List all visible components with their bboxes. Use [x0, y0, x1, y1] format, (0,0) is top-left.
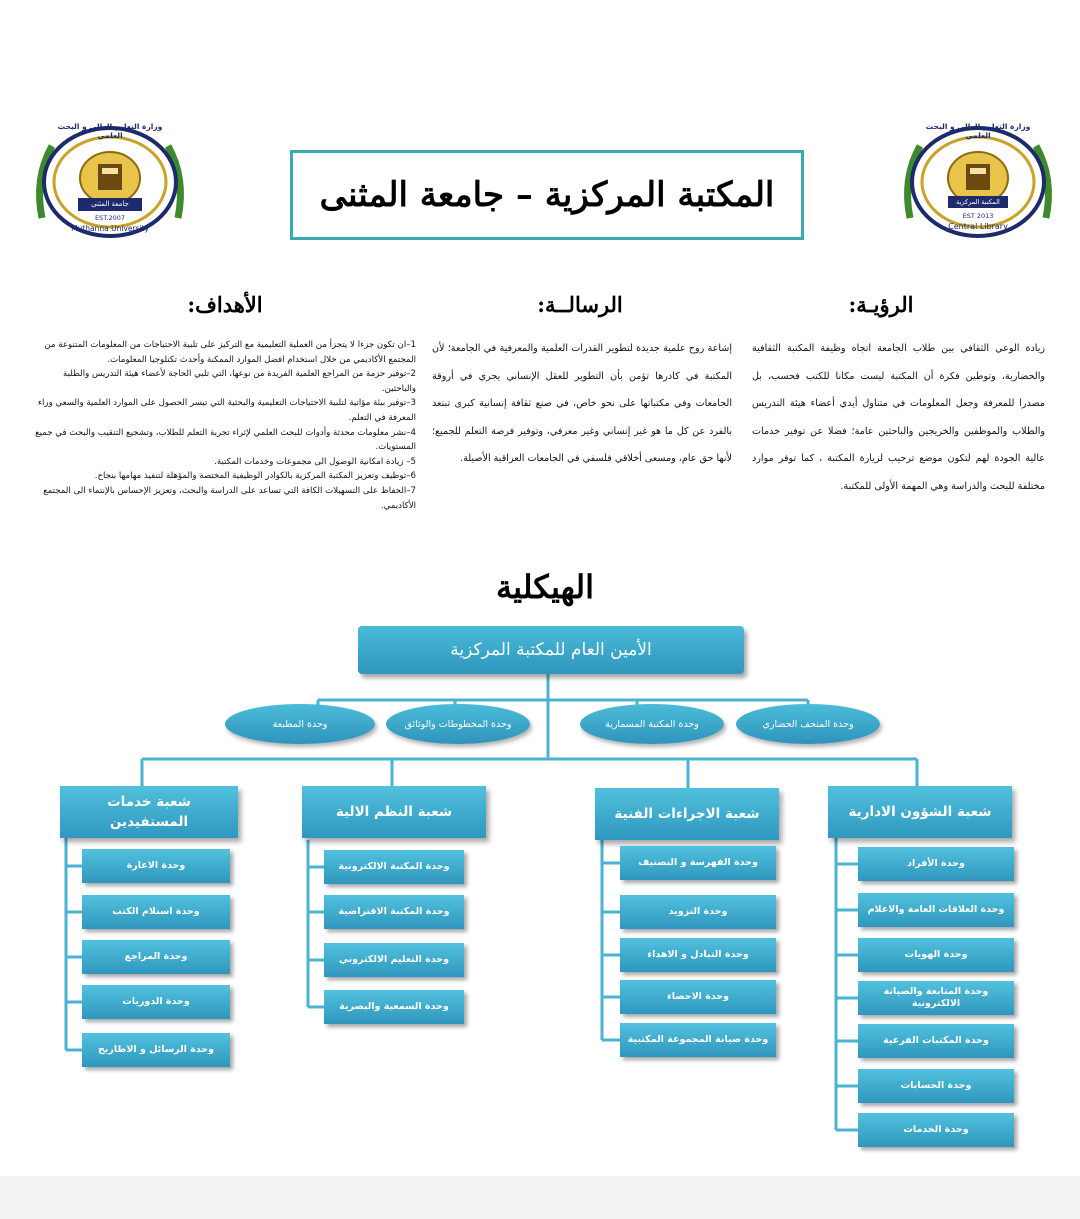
mission-text: إشاعة روح علمية جديدة لتطوير القدرات العلمية والمعرفية في الجامعة؛ لأن المكتبة في كادرها تؤمن بأن التطوير للعقل الإنساني يجري في أروقة الجامعات وفي مكتباتها على نحو خاص، في صنع ثقافة إنسانية كبرى تبتعد بالفرد عن كل ما هو غير إنساني وغير معرفي، وتوفير فرصة التعلم للجميع؛ لأنها حق عام، ومسعى أخلاقي فلسفي في الجامعات العراقية الأصيلة. [432, 343, 732, 464]
org-unit: وحدة الاعارة [82, 849, 230, 883]
org-unit: وحدة استلام الكتب [82, 895, 230, 929]
logo-top-text: وزارة التعليم العالي و البحث العلمي [925, 122, 1031, 140]
org-unit: وحدة المتابعة والصيانة الالكترونية [858, 981, 1014, 1015]
org-direct-unit: وحدة المخطوطات والوثائق [386, 704, 530, 744]
mission-heading: الرسالــة: [537, 292, 623, 317]
logo-top-text: وزارة التعليم العالي و البحث العلمي [57, 122, 163, 140]
vision-heading: الرؤيـة: [848, 292, 914, 317]
org-branch-technical: شعبة الاجراءات الفنية [595, 788, 779, 840]
org-unit: وحدة المكتبة الافتراضية [324, 895, 464, 929]
bottom-margin [0, 1176, 1080, 1219]
org-unit: وحدة الفهرسة و التصنيف [620, 846, 776, 880]
org-unit: وحدة المكتبات الفرعية [858, 1024, 1014, 1058]
goal-item: 4–نشر معلومات محدثة وأدوات للبحث العلمي لإثراء تجربة التعلم للطلاب، وتشجيع التنقيب والبحث في جميع المستويات. [35, 427, 416, 453]
muthanna-university-logo [30, 118, 190, 246]
structure-heading: الهيكلية [495, 568, 595, 606]
goal-item: 5– زيادة امكانية الوصول الى مجموعات وخدمات المكتبة. [214, 456, 416, 467]
goals-list [30, 338, 416, 513]
vision-text: زيادة الوعي الثقافي بين طلاب الجامعة اتجاه وظيفة المكتبة الثقافية والحضارية، وتوطين فكرة أن المكتبة ليست مكانا للكتب فحسب، بل مصدرا للمعرفة وجعل المعلومات في متناول أيدي أعضاء هيئة التدريس والطلاب والموظفين والخريجين والباحثين عامة؛ فضلا عن توفير خدمات عالية الجودة لهم لتكون موضع ترحيب لزيارة المكتبة ، كما توفر موارد مختلفة للبحث والدراسة وهي المهمة الأولى للمكتبة. [752, 343, 1045, 492]
org-unit: وحدة العلاقات العامة والاعلام [858, 893, 1014, 927]
logo-bottom-text: Central Library [948, 222, 1008, 231]
goal-item: 6–توظيف وتعزيز المكتبة المركزية بالكوادر الوظيفية المختصة والمؤهلة لتنفيذ مهامها بنجاح. [94, 471, 416, 482]
org-direct-unit: وحدة المتحف الحضاري [736, 704, 880, 744]
org-unit: وحدة المكتبة الالكترونية [324, 850, 464, 884]
org-unit: وحدة صيانة المجموعة المكتبية [620, 1023, 776, 1057]
goal-item: 1–ان تكون جزءا لا يتجزأ من العملية التعليمية مع التركيز على تلبية الاحتياجات من المعلومات المتنوعة من المجتمع الأكاديمي من خلال استخدام افضل الموارد الممكنة وأحدث تكنلوجيا المعلومات. [44, 340, 416, 365]
goals-heading: الأهداف: [187, 292, 263, 317]
logo-ribbon-text: جامعة المثنى [91, 200, 129, 208]
page-title: المكتبة المركزية – جامعة المثنى [319, 175, 775, 215]
logo-bottom-text: Muthanna University [71, 224, 149, 233]
org-unit: وحدة الخدمات [858, 1113, 1014, 1147]
org-unit: وحدة التبادل و الاهداء [620, 938, 776, 972]
goal-item: 7–الحفاظ على التسهيلات الكافة التي تساعد على الدراسة والبحث، وتعزيز الإحساس بالإنتماء الى المجتمع الأكاديمي. [43, 485, 416, 511]
goal-item: 2–توفير حزمة من المراجع العلمية الفريدة من نوعها، التي تلبي الحاجة لأعضاء هيئة التدريس والطلبة والباحثين. [63, 369, 416, 394]
org-unit: وحدة الحسابات [858, 1069, 1014, 1103]
org-unit: وحدة المراجع [82, 940, 230, 974]
central-library-logo [898, 118, 1058, 246]
goal-item: 3–توفير بيئة مؤاتية لتلبية الاحتياجات التعليمية والبحثية التي تيسر الحصول على الموارد العلمية والسعي وراء المعرفة في التعلم. [38, 398, 416, 423]
org-branch-services: شعبة خدمات المستفيدين [60, 786, 238, 838]
title-box [290, 150, 804, 240]
org-unit: وحدة التعليم الالكتروني [324, 943, 464, 977]
org-unit: وحدة الهويات [858, 938, 1014, 972]
org-unit: وحدة الأفراد [858, 847, 1014, 881]
org-direct-unit: وحدة المطبعة [225, 704, 375, 744]
org-branch-systems: شعبة النظم الالية [302, 786, 486, 838]
logo-ribbon-text: المكتبة المركزية [956, 198, 1000, 206]
org-direct-unit: وحدة المكتبة المسمارية [580, 704, 724, 744]
org-unit: وحدة السمعية والبصرية [324, 990, 464, 1024]
org-branch-admin: شعبة الشؤون الادارية [828, 786, 1012, 838]
org-unit: وحدة التزويد [620, 895, 776, 929]
org-unit: وحدة الرسائل و الاطاريح [82, 1033, 230, 1067]
logo-est-text: EST.2007 [94, 214, 126, 222]
org-head-box: الأمين العام للمكتبة المركزية [358, 626, 744, 674]
logo-est-text: EST 2013 [962, 212, 994, 220]
org-unit: وحدة الدوريات [82, 985, 230, 1019]
org-unit: وحدة الاحصاء [620, 980, 776, 1014]
